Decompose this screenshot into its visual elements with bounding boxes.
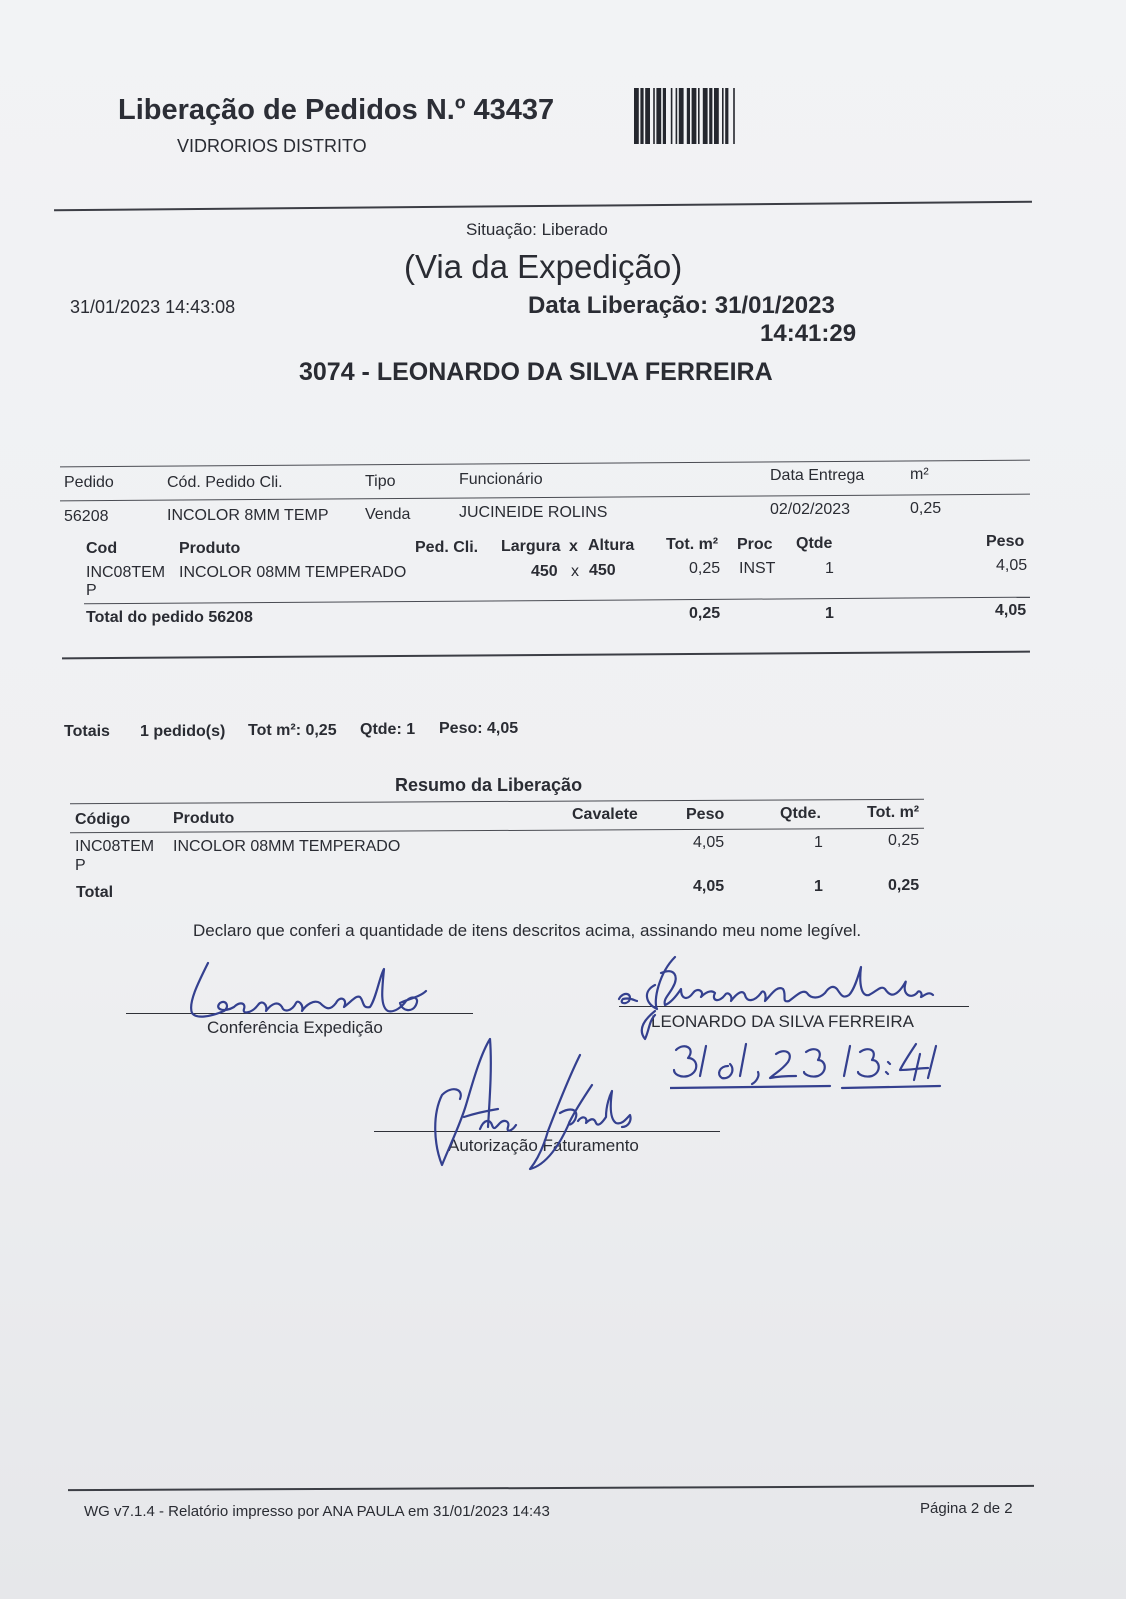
- item-qtde: 1: [825, 560, 834, 577]
- order-tipo: Venda: [365, 506, 411, 523]
- item-x: x: [571, 563, 579, 580]
- col-header-funcionario: Funcionário: [459, 471, 543, 488]
- resumo-qtde: 1: [814, 834, 823, 851]
- resumo-header-qtde: Qtde.: [780, 805, 821, 822]
- barcode-bar: [714, 88, 719, 144]
- barcode-bar: [709, 88, 712, 144]
- header-divider: [54, 201, 1032, 212]
- order-header-rule: [60, 494, 1030, 502]
- resumo-header-peso: Peso: [686, 806, 725, 823]
- barcode-bar: [698, 88, 700, 144]
- col-header-data-entrega: Data Entrega: [770, 467, 865, 484]
- resumo-total-peso: 4,05: [693, 878, 725, 895]
- barcode-bar: [653, 88, 655, 144]
- col-header-pedido: Pedido: [64, 474, 114, 491]
- order-cod-pedido-cli: INCOLOR 8MM TEMP: [167, 507, 329, 524]
- resumo-tot-m2: 0,25: [888, 832, 920, 849]
- item-header-x: x: [569, 538, 578, 555]
- document-title: Liberação de Pedidos N.º 43437: [118, 94, 555, 126]
- item-cod-line1: INC08TEM: [86, 564, 166, 581]
- handwritten-signature-conferencia: [180, 955, 430, 1025]
- barcode-bar: [656, 88, 661, 144]
- barcode-bar: [692, 88, 697, 144]
- col-header-m2: m²: [910, 466, 929, 483]
- item-produto: INCOLOR 08MM TEMPERADO: [179, 564, 407, 581]
- item-header-qtde: Qtde: [796, 535, 833, 552]
- resumo-header-cavalete: Cavalete: [572, 806, 638, 823]
- item-header-produto: Produto: [179, 540, 241, 557]
- barcode-bar: [663, 88, 666, 144]
- status-text: Situação: Liberado: [466, 220, 608, 239]
- order-table-bottom-rule: [62, 651, 1030, 660]
- signature-label-conferencia: Conferência Expedição: [207, 1018, 383, 1037]
- totals-pedidos: 1 pedido(s): [140, 723, 226, 740]
- col-header-cod-pedido-cli: Cód. Pedido Cli.: [167, 474, 283, 491]
- resumo-total-tot-m2: 0,25: [888, 877, 920, 894]
- footer-rule: [68, 1485, 1034, 1491]
- item-header-tot-m2: Tot. m²: [666, 536, 719, 553]
- item-altura: 450: [589, 562, 616, 579]
- resumo-header-rule: [70, 828, 924, 833]
- item-largura: 450: [531, 563, 558, 580]
- barcode: [634, 88, 806, 144]
- item-header-proc: Proc: [737, 536, 773, 553]
- resumo-header-codigo: Código: [75, 811, 131, 828]
- barcode-bar: [722, 88, 724, 144]
- resumo-header-tot-m2: Tot. m²: [867, 804, 920, 821]
- barcode-bar: [671, 88, 673, 144]
- resumo-total-qtde: 1: [814, 878, 823, 895]
- order-m2: 0,25: [910, 500, 942, 517]
- order-total-label: Total do pedido 56208: [86, 609, 253, 626]
- resumo-codigo-line2: P: [75, 857, 86, 874]
- page-number: Página 2 de 2: [920, 1500, 1013, 1517]
- order-data-entrega: 02/02/2023: [770, 501, 851, 518]
- handwritten-signature-autorizacao: [420, 1035, 660, 1175]
- release-date: Data Liberação: 31/01/2023: [528, 292, 835, 319]
- client-name: 3074 - LEONARDO DA SILVA FERREIRA: [299, 358, 773, 386]
- resumo-top-rule: [70, 799, 924, 804]
- release-time: 14:41:29: [760, 320, 857, 347]
- order-total-qtde: 1: [825, 605, 834, 622]
- item-header-ped-cli: Ped. Cli.: [415, 539, 479, 556]
- item-total-rule: [84, 597, 1030, 605]
- item-cod-line2: P: [86, 582, 97, 599]
- company-name: VIDRORIOS DISTRITO: [177, 136, 367, 156]
- item-header-altura: Altura: [588, 537, 635, 554]
- footer-print-info: WG v7.1.4 - Relatório impresso por ANA PAULA em 31/01/2023 14:43: [84, 1503, 550, 1520]
- order-total-peso: 4,05: [995, 602, 1027, 619]
- totals-label: Totais: [64, 723, 110, 740]
- barcode-bar: [634, 88, 639, 144]
- order-total-tot-m2: 0,25: [689, 605, 721, 622]
- totals-peso: Peso: 4,05: [439, 720, 519, 737]
- col-header-tipo: Tipo: [365, 473, 396, 490]
- handwritten-date: [670, 1040, 950, 1100]
- barcode-bar: [645, 88, 650, 144]
- resumo-total-label: Total: [76, 884, 114, 901]
- barcode-bar: [640, 88, 643, 144]
- resumo-produto: INCOLOR 08MM TEMPERADO: [173, 838, 401, 855]
- totals-qtde: Qtde: 1: [360, 721, 416, 738]
- item-header-peso: Peso: [986, 533, 1025, 550]
- item-tot-m2: 0,25: [689, 560, 721, 577]
- barcode-bar: [725, 88, 728, 144]
- print-datetime: 31/01/2023 14:43:08: [70, 297, 236, 317]
- handwritten-date-text: [670, 1040, 671, 1041]
- item-header-largura: Largura: [501, 538, 561, 555]
- resumo-peso: 4,05: [693, 834, 725, 851]
- barcode-bar: [679, 88, 684, 144]
- resumo-codigo-line1: INC08TEM: [75, 838, 155, 855]
- item-peso: 4,05: [996, 557, 1028, 574]
- barcode-bar: [676, 88, 678, 144]
- item-proc: INST: [739, 560, 776, 577]
- barcode-bar: [703, 88, 708, 144]
- signature-label-cliente: LEONARDO DA SILVA FERREIRA: [651, 1012, 914, 1031]
- copy-type-title: (Via da Expedição): [404, 248, 683, 285]
- resumo-title: Resumo da Liberação: [395, 775, 583, 795]
- declaration-text: Declaro que conferi a quantidade de itens descritos acima, assinando meu nome legível.: [193, 921, 862, 940]
- order-table-top-rule: [60, 460, 1030, 468]
- order-pedido: 56208: [64, 508, 109, 525]
- resumo-header-produto: Produto: [173, 810, 235, 827]
- barcode-bar: [687, 88, 690, 144]
- item-header-cod: Cod: [86, 540, 118, 557]
- totals-tot-m2: Tot m²: 0,25: [248, 722, 337, 739]
- order-funcionario: JUCINEIDE ROLINS: [459, 504, 608, 521]
- signature-label-autorizacao: Autorização Faturamento: [448, 1136, 639, 1155]
- barcode-bar: [733, 88, 735, 144]
